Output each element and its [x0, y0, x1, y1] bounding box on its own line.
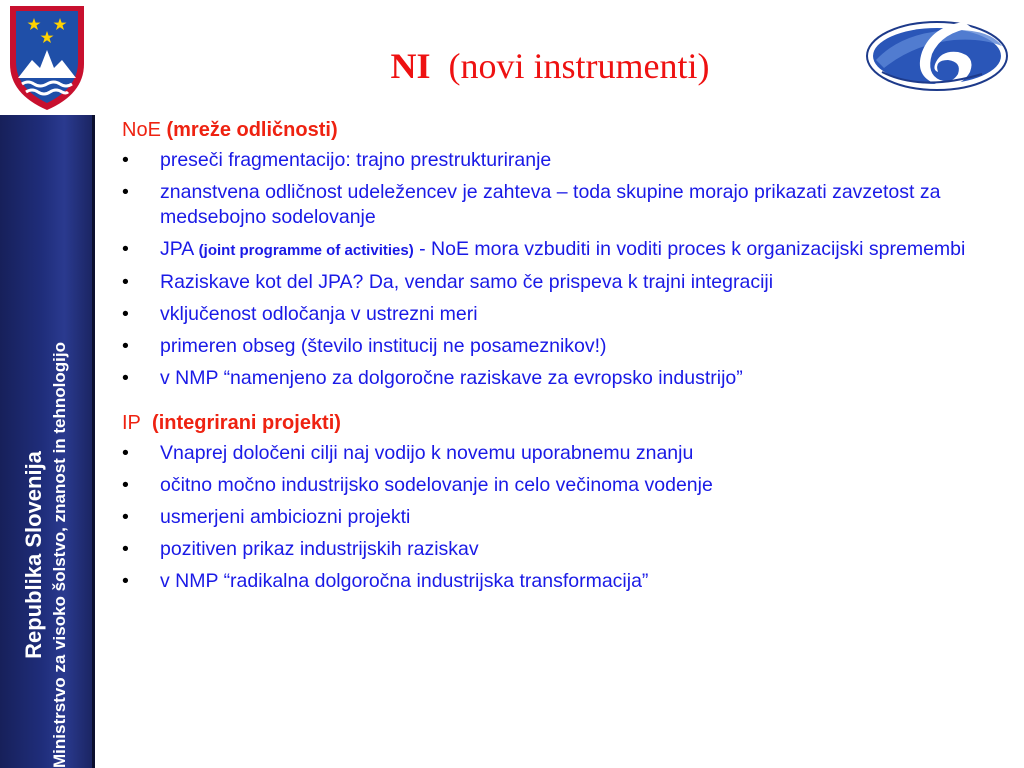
list-item-text: Vnaprej določeni cilji naj vodijo k novemu uporabnemu znanju: [160, 442, 694, 464]
noe-heading: [122, 116, 1002, 144]
list-item-text: - NoE mora vzbuditi in voditi proces k organizacijski spremembi: [419, 238, 966, 260]
list-item-text: v NMP “namenjeno za dolgoročne raziskave za evropsko industrijo”: [160, 367, 743, 389]
list-item: [122, 473, 1002, 498]
sidebar-text: [20, 245, 72, 768]
list-item: [122, 441, 1002, 466]
ip-list: [122, 441, 1002, 594]
list-item: [122, 180, 1002, 230]
list-item: [122, 334, 1002, 359]
bullet-icon: •: [122, 570, 129, 592]
slovenia-coat-of-arms-icon: [4, 2, 90, 112]
list-item: [122, 302, 1002, 327]
list-item-text: preseči fragmentacijo: trajno prestrukturiranje: [160, 149, 552, 171]
list-item: [122, 366, 1002, 391]
noe-subtitle: (mreže odličnosti): [166, 119, 338, 141]
list-item-text: znanstvena odličnost udeležencev je zahteva – toda skupine morajo prikazati zavzetost za medsebojno sodelovanje: [160, 181, 941, 228]
ip-heading: [122, 409, 1002, 437]
ip-label: IP: [122, 412, 141, 434]
bullet-icon: •: [122, 474, 129, 496]
bullet-icon: •: [122, 303, 129, 325]
list-item: [122, 148, 1002, 173]
bullet-icon: •: [122, 367, 129, 389]
title-bold: NI: [390, 46, 431, 86]
list-item-text: v NMP “radikalna dolgoročna industrijska transformacija”: [160, 570, 649, 592]
list-item: [122, 537, 1002, 562]
list-item-text: primeren obseg (število institucij ne posameznikov!): [160, 335, 607, 357]
page-title: [200, 44, 900, 88]
list-item: [122, 569, 1002, 594]
list-item-text: usmerjeni ambiciozni projekti: [160, 506, 411, 528]
list-item-text: Raziskave kot del JPA? Da, vendar samo če prispeva k trajni integraciji: [160, 271, 774, 293]
bullet-icon: •: [122, 506, 129, 528]
bullet-icon: •: [122, 238, 129, 260]
list-item: [122, 505, 1002, 530]
list-item: [122, 270, 1002, 295]
title-rest: (novi instrumenti): [448, 46, 710, 86]
bullet-icon: •: [122, 442, 129, 464]
list-item-text: pozitiven prikaz industrijskih raziskav: [160, 538, 479, 560]
bullet-icon: •: [122, 149, 129, 171]
bullet-icon: •: [122, 335, 129, 357]
noe-list: [122, 148, 1002, 391]
sidebar-country: Republika Slovenija: [21, 451, 46, 659]
sidebar-ministry: Ministrstvo za visoko šolstvo, znanost in tehnologijo: [50, 342, 69, 768]
sidebar: [0, 115, 95, 768]
bullet-icon: •: [122, 271, 129, 293]
list-item-text: vključenost odločanja v ustrezni meri: [160, 303, 478, 325]
list-item-note: (joint programme of activities): [198, 242, 414, 259]
bullet-icon: •: [122, 538, 129, 560]
list-item-prefix: JPA: [160, 238, 194, 260]
bullet-icon: •: [122, 181, 129, 203]
list-item: [122, 237, 1002, 263]
noe-label: NoE: [122, 119, 161, 141]
fp6-logo-icon: [862, 12, 1012, 98]
ip-subtitle: (integrirani projekti): [152, 412, 341, 434]
list-item-text: očitno močno industrijsko sodelovanje in celo večinoma vodenje: [160, 474, 713, 496]
content: [122, 116, 1002, 601]
